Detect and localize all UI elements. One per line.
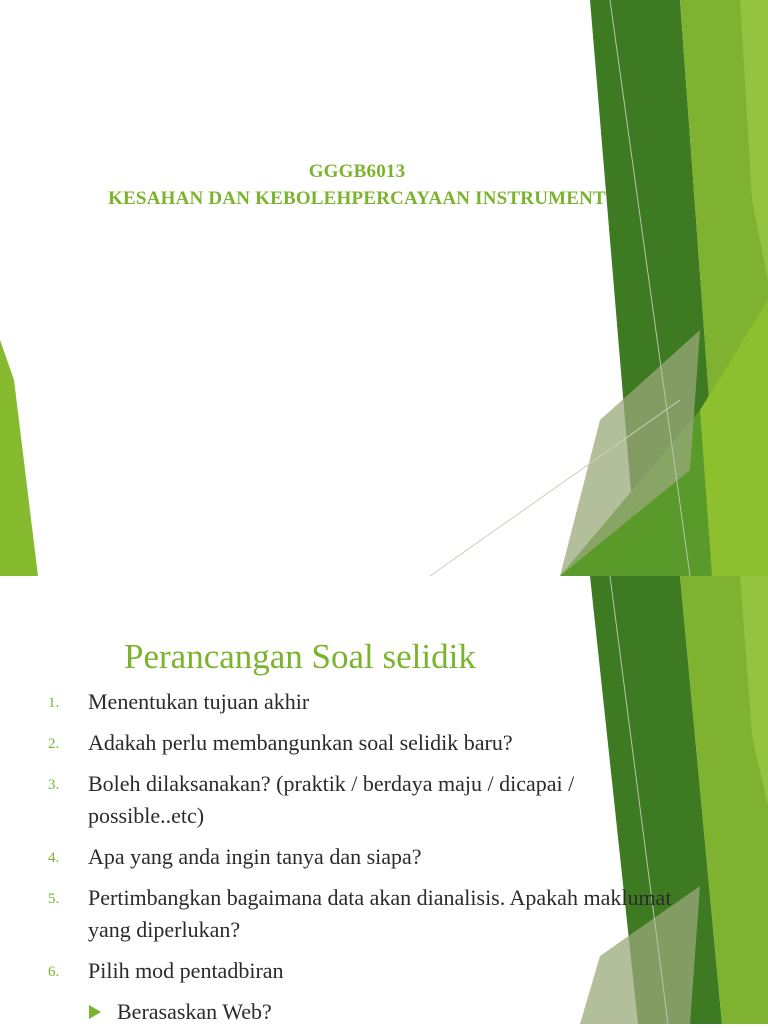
slide-title: KESAHAN DAN KEBOLEHPERCAYAAN INSTRUMENT (108, 188, 606, 209)
numbered-list (0, 686, 680, 1028)
slide-title: Perancangan Soal selidik (124, 637, 476, 676)
list-item (0, 882, 680, 946)
list-number: 5. (48, 891, 60, 907)
list-number: 1. (48, 695, 60, 711)
list-item-text: Apa yang anda ingin tanya dan siapa? (88, 844, 422, 869)
list-item-text: Boleh dilaksanakan? (praktik / berdaya maju / dicapai / possible..etc) (88, 771, 575, 828)
list-item-text: Pilih mod pentadbiran (88, 958, 284, 983)
list-item-text: Adakah perlu membangunkan soal selidik baru? (88, 730, 513, 755)
list-item (0, 686, 680, 718)
list-item (0, 955, 680, 987)
list-item (0, 727, 680, 759)
list-item (0, 768, 680, 832)
list-number: 3. (48, 777, 60, 793)
title-block (0, 158, 714, 212)
triangle-bullet-icon (88, 996, 102, 1028)
list-item-text: Menentukan tujuan akhir (88, 689, 310, 714)
sub-list-item-text: Berasaskan Web? (117, 999, 272, 1024)
course-code: GGGB6013 (308, 161, 406, 182)
list-item-text: Pertimbangkan bagaimana data akan dianalisis. Apakah maklumat yang diperlukan? (88, 885, 672, 942)
list-number: 2. (48, 736, 60, 752)
list-number: 6. (48, 964, 60, 980)
list-item (0, 841, 680, 873)
sub-list-item (0, 996, 680, 1028)
list-number: 4. (48, 850, 60, 866)
